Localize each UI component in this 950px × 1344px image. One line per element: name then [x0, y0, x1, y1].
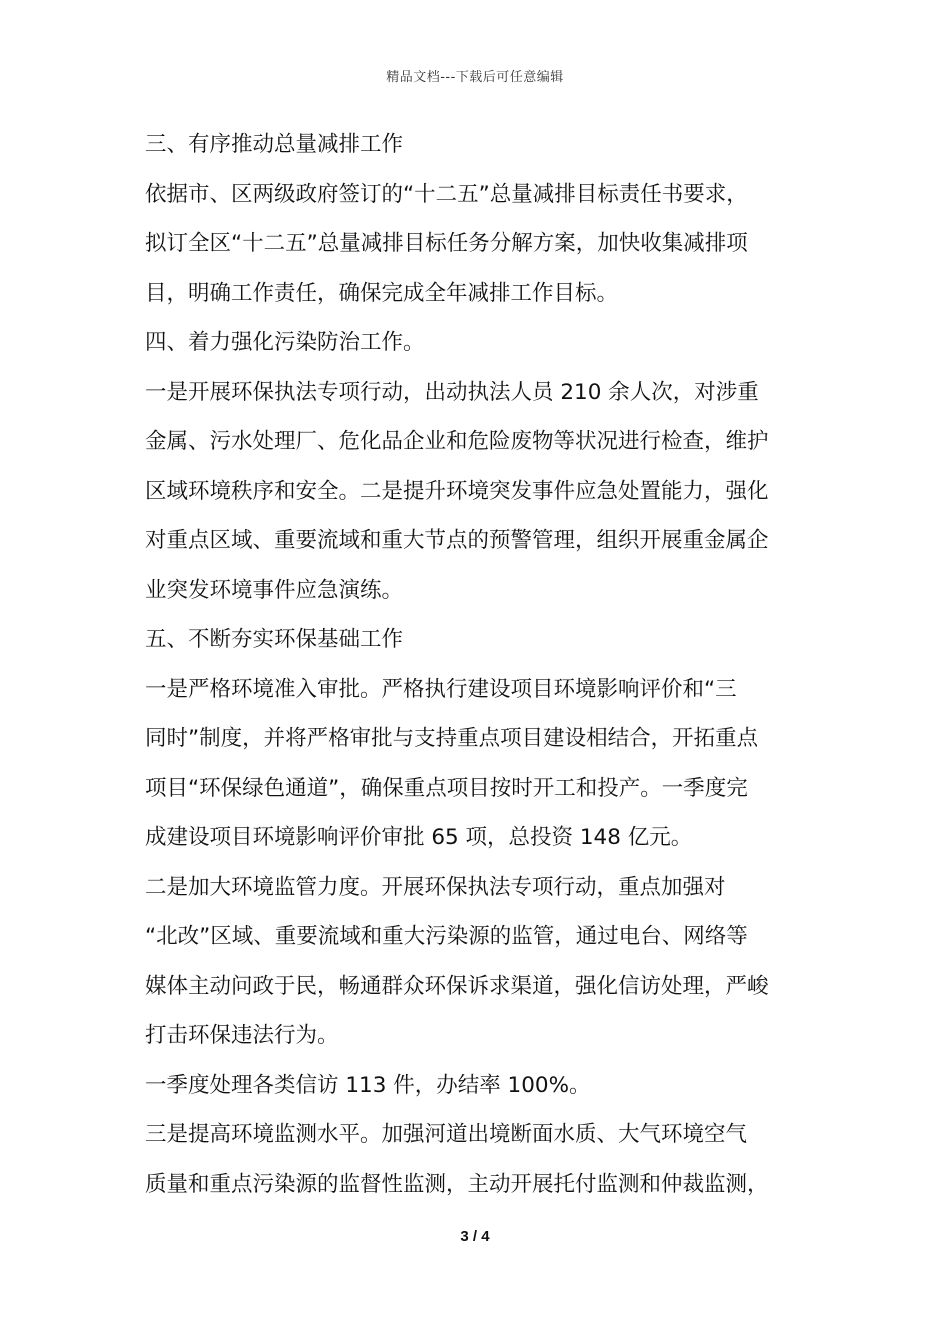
text-line: 一是严格环境准入审批。严格执行建设项目环境影响评价和“三 — [145, 676, 737, 702]
text-line: 对重点区域、重要流域和重大节点的预警管理，组织开展重金属企 — [145, 528, 769, 553]
text-line: 金属、污水处理厂、危化品企业和危险废物等状况进行检查，维护 — [145, 429, 769, 454]
text-line: 二是加大环境监管力度。开展环保执法专项行动，重点加强对 — [145, 874, 726, 900]
text-line: 质量和重点污染源的监督性监测，主动开展托付监测和仲裁监测， — [145, 1171, 769, 1197]
text-line: 一季度处理各类信访 113 件，办结率 100%。 — [145, 1072, 591, 1098]
text-line: 同时”制度，并将严格审批与支持重点项目建设相结合，开拓重点 — [145, 726, 759, 751]
text-line: 拟订全区“十二五”总量减排目标任务分解方案，加快收集减排项 — [145, 231, 748, 256]
text-line: 媒体主动问政于民，畅通群众环保诉求渠道，强化信访处理，严峻 — [145, 973, 769, 999]
text-line: 打击环保违法行为。 — [145, 1023, 339, 1048]
text-line: 项目“环保绿色通道”，确保重点项目按时开工和投产。一季度完 — [145, 775, 748, 801]
text-line: 业突发环境事件应急演练。 — [145, 577, 404, 603]
page-header: 精品文档---下载后可任意编辑 — [386, 70, 564, 85]
text-line: 四、着力强化污染防治工作。 — [145, 330, 425, 355]
text-line: 三、有序推动总量减排工作 — [145, 132, 404, 157]
document-body — [145, 120, 815, 1209]
text-line: 一是开展环保执法专项行动，出动执法人员 210 余人次，对涉重 — [145, 379, 759, 405]
text-line: 三是提高环境监测水平。加强河道出境断面水质、大气环境空气 — [145, 1122, 748, 1147]
text-line: 成建设项目环境影响评价审批 65 项，总投资 148 亿元。 — [145, 825, 693, 850]
text-line: 五、不断夯实环保基础工作 — [145, 627, 404, 652]
text-line: 区域环境秩序和安全。二是提升环境突发事件应急处置能力，强化 — [145, 478, 769, 504]
page-number: 3 / 4 — [460, 1228, 490, 1245]
text-line: 依据市、区两级政府签订的“十二五”总量减排目标责任书要求， — [145, 181, 748, 207]
text-line: 目，明确工作责任，确保完成全年减排工作目标。 — [145, 280, 619, 306]
text-line: “北改”区域、重要流域和重大污染源的监管，通过电台、网络等 — [145, 924, 748, 949]
